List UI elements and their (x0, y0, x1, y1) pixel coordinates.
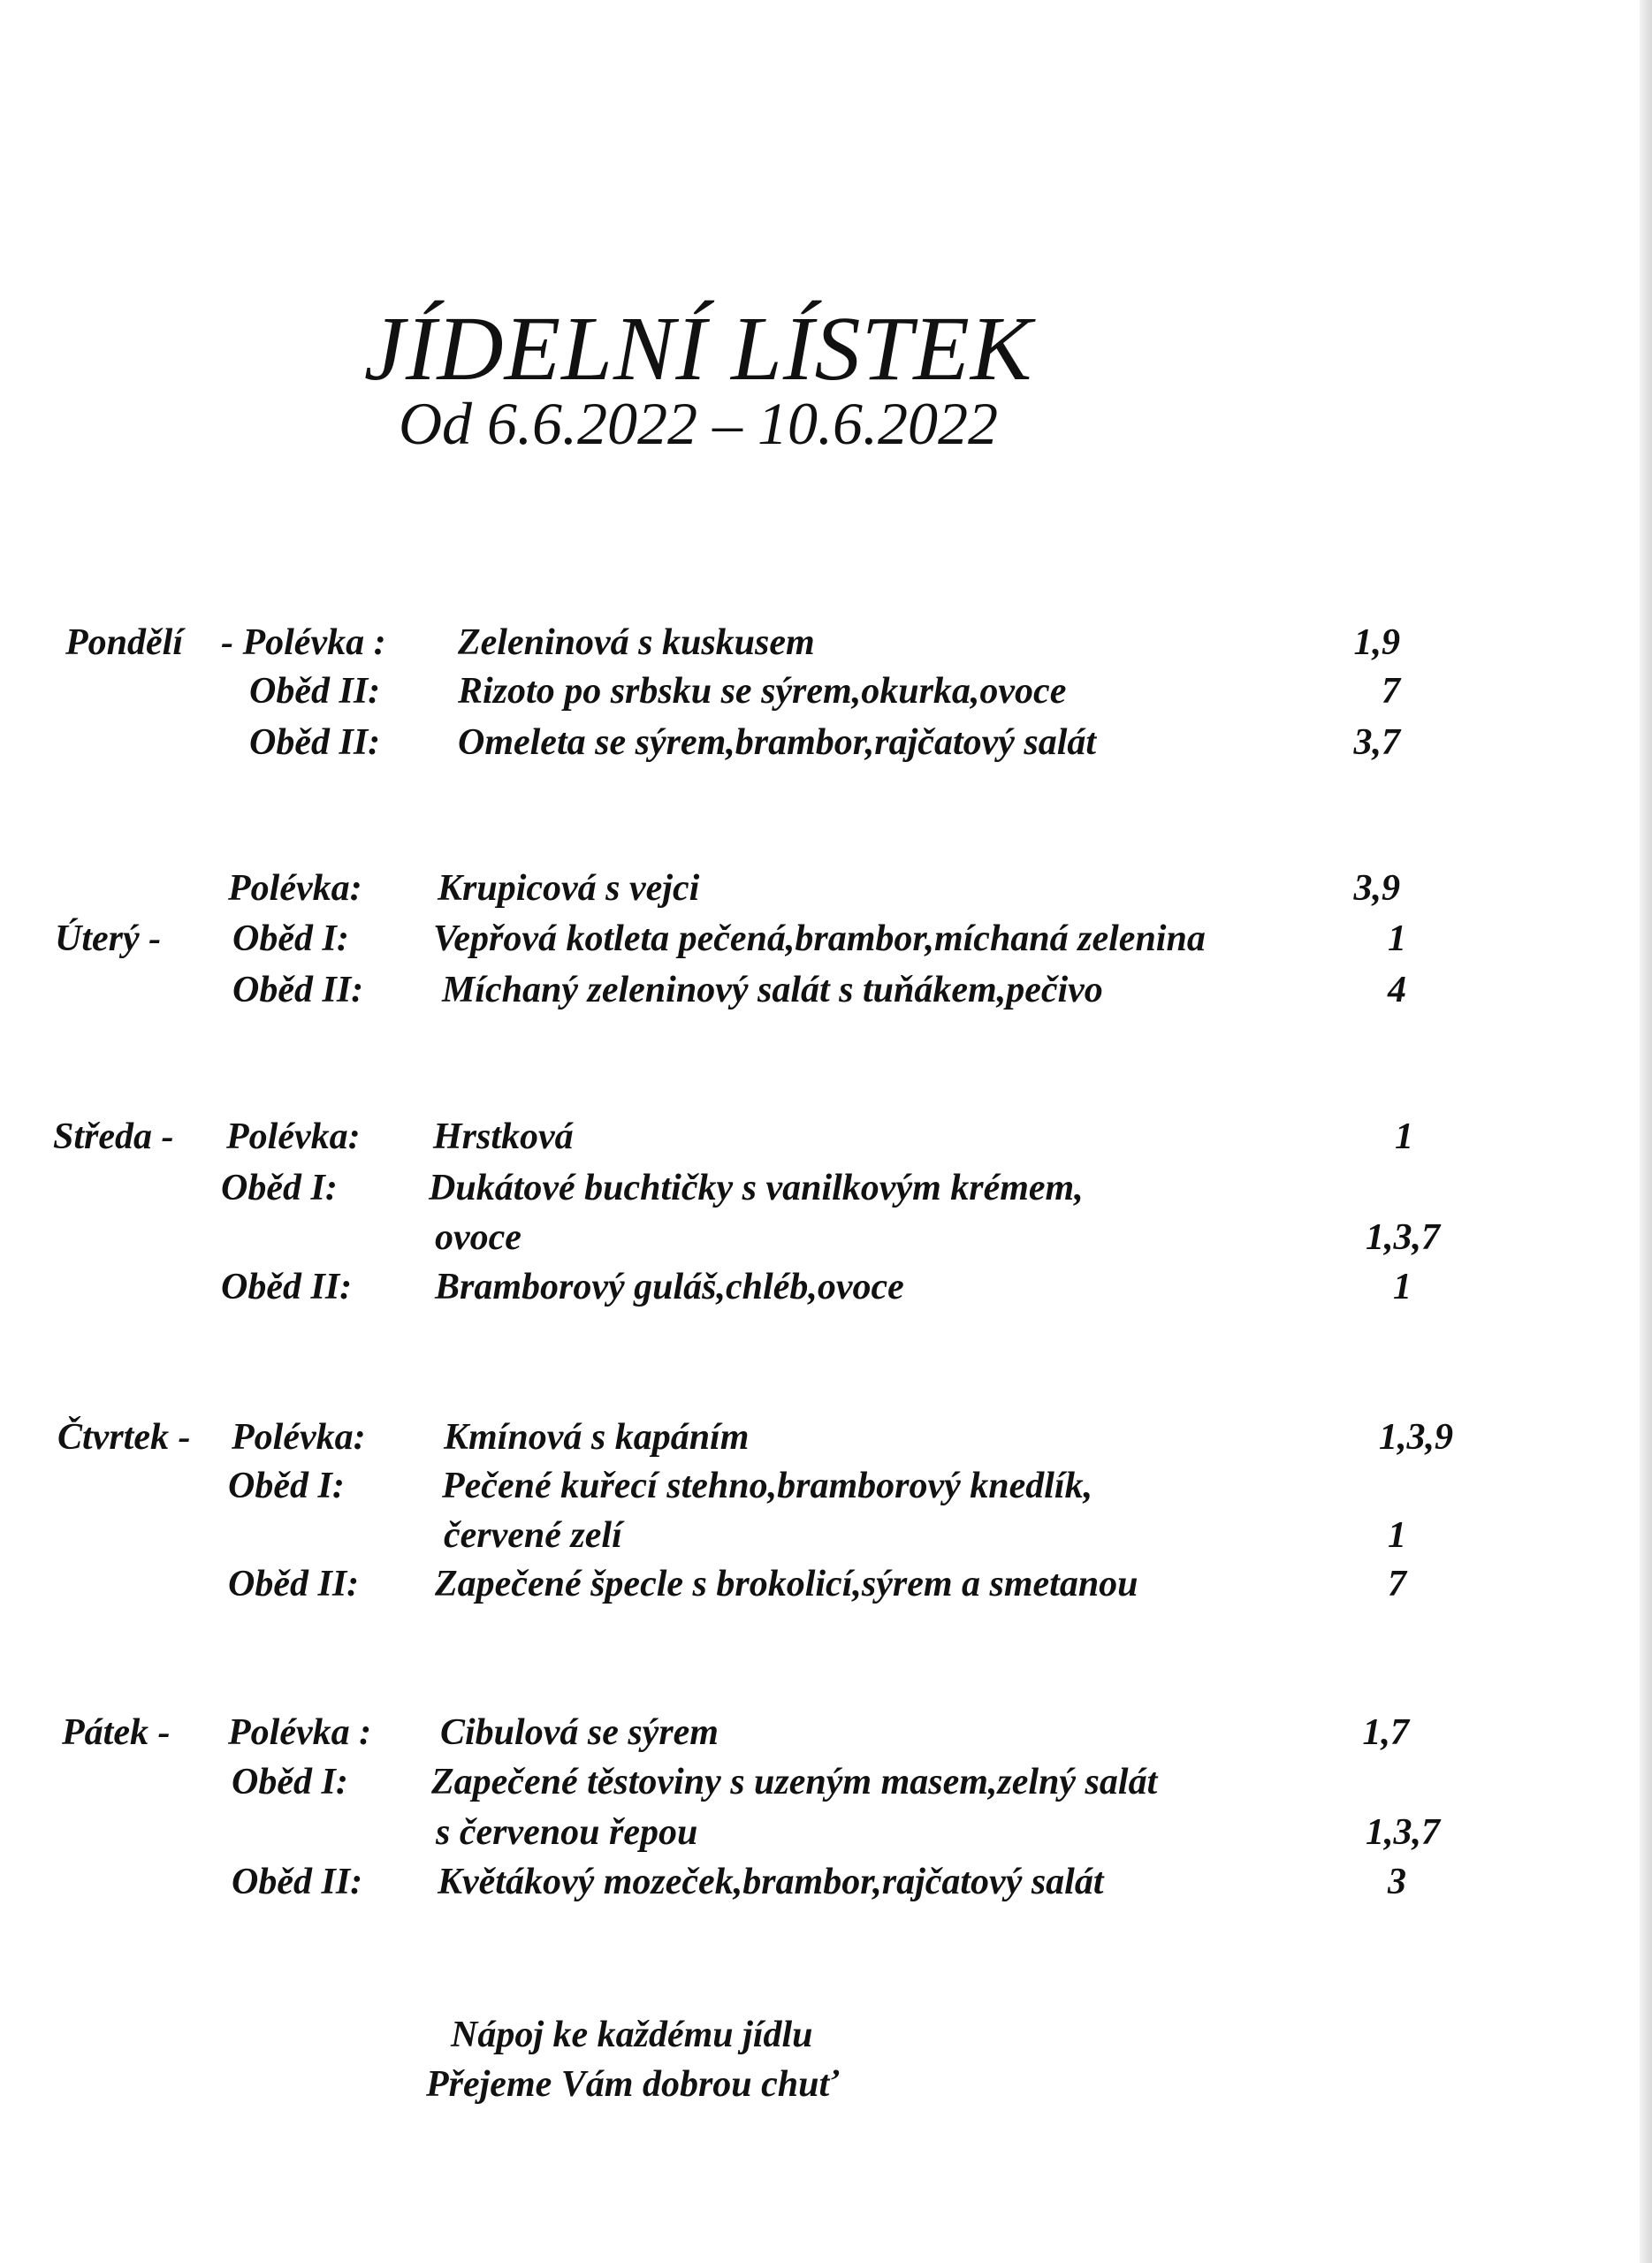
friday-lunch2-row (0, 1855, 1652, 1909)
allergen-codes: 1,9 (1353, 622, 1400, 663)
dish-name: Pečené kuřecí stehno,bramborový knedlík, (442, 1466, 1093, 1506)
monday-soup-row (0, 616, 1652, 669)
dish-name: Zapečené těstoviny s uzeným masem,zelný salát (431, 1762, 1158, 1802)
allergen-codes: 1 (1388, 1515, 1406, 1556)
menu-title: JÍDELNÍ LÍSTEK (363, 297, 1033, 400)
dish-name: Dukátové buchtičky s vanilkovým krémem, (429, 1168, 1084, 1208)
wednesday-lunch1-row (0, 1162, 1652, 1215)
day-label: Středa - (53, 1116, 174, 1157)
friday-soup-row (0, 1706, 1652, 1759)
wednesday-lunch2-row (0, 1261, 1652, 1314)
day-label: Pátek - (62, 1712, 171, 1753)
dish-name: Bramborový guláš,chléb,ovoce (435, 1267, 904, 1307)
thursday-lunch1-cont-row (0, 1509, 1652, 1562)
footer-line: Přejeme Vám dobrou chuť (426, 2064, 839, 2105)
date-range: Od 6.6.2022 – 10.6.2022 (398, 390, 999, 457)
course-label: Polévka: (226, 1116, 361, 1157)
allergen-codes: 3,9 (1353, 868, 1400, 909)
course-label: Polévka: (232, 1417, 366, 1458)
allergen-codes: 7 (1382, 671, 1400, 712)
dish-name-continued: s červenou řepou (436, 1812, 698, 1853)
thursday-lunch1-row (0, 1459, 1652, 1512)
allergen-codes: 1,7 (1362, 1712, 1409, 1753)
day-label: Úterý - (55, 918, 162, 959)
allergen-codes: 1 (1393, 1267, 1412, 1307)
dish-name-continued: ovoce (435, 1217, 521, 1258)
footer-line: Nápoj ke každému jídlu (451, 2015, 813, 2055)
course-label: Oběd I: (232, 1762, 348, 1802)
course-label: Polévka: (228, 868, 362, 909)
allergen-codes: 3 (1388, 1862, 1406, 1902)
allergen-codes: 1,3,9 (1379, 1417, 1453, 1458)
thursday-lunch2-row (0, 1558, 1652, 1611)
allergen-codes: 1,3,7 (1366, 1812, 1440, 1853)
tuesday-lunch2-row (0, 964, 1652, 1017)
wednesday-lunch1-cont-row (0, 1211, 1652, 1264)
dish-name: Rizoto po srbsku se sýrem,okurka,ovoce (458, 671, 1067, 712)
course-label: Oběd II: (232, 970, 364, 1010)
tuesday-soup-row (0, 862, 1652, 915)
course-label: - Polévka : (221, 622, 386, 663)
wednesday-soup-row (0, 1110, 1652, 1163)
course-label: Oběd II: (221, 1267, 353, 1307)
course-label: Oběd I: (228, 1466, 345, 1506)
course-label: Oběd II: (249, 671, 381, 712)
monday-lunch2-row (0, 716, 1652, 769)
dish-name: Zapečené špecle s brokolicí,sýrem a smetanou (435, 1564, 1138, 1604)
dish-name: Kmínová s kapáním (444, 1417, 750, 1458)
allergen-codes: 3,7 (1353, 722, 1400, 763)
dish-name: Hrstková (433, 1116, 574, 1157)
course-label: Oběd I: (232, 918, 349, 959)
course-label: Polévka : (228, 1712, 372, 1753)
allergen-codes: 1 (1395, 1116, 1413, 1157)
allergen-codes: 1 (1388, 918, 1406, 959)
allergen-codes: 1,3,7 (1366, 1217, 1440, 1258)
friday-lunch1-cont-row (0, 1806, 1652, 1859)
allergen-codes: 4 (1388, 970, 1406, 1010)
day-label: Pondělí (65, 622, 183, 663)
dish-name: Květákový mozeček,brambor,rajčatový salát (438, 1862, 1104, 1902)
course-label: Oběd II: (249, 722, 381, 763)
dish-name: Krupicová s vejci (438, 868, 700, 909)
friday-lunch1-row (0, 1756, 1652, 1809)
course-label: Oběd II: (232, 1862, 363, 1902)
dish-name: Vepřová kotleta pečená,brambor,míchaná zelenina (433, 918, 1206, 959)
allergen-codes: 7 (1388, 1564, 1406, 1604)
dish-name: Cibulová se sýrem (440, 1712, 719, 1753)
dish-name: Omeleta se sýrem,brambor,rajčatový salát (458, 722, 1097, 763)
dish-name-continued: červené zelí (444, 1515, 622, 1556)
dish-name: Zeleninová s kuskusem (458, 622, 815, 663)
day-label: Čtvrtek - (57, 1417, 191, 1458)
course-label: Oběd I: (221, 1168, 338, 1208)
monday-lunch1-row (0, 665, 1652, 718)
course-label: Oběd II: (228, 1564, 360, 1604)
thursday-soup-row (0, 1411, 1652, 1464)
dish-name: Míchaný zeleninový salát s tuňákem,pečivo (442, 970, 1103, 1010)
tuesday-lunch1-row (0, 912, 1652, 965)
